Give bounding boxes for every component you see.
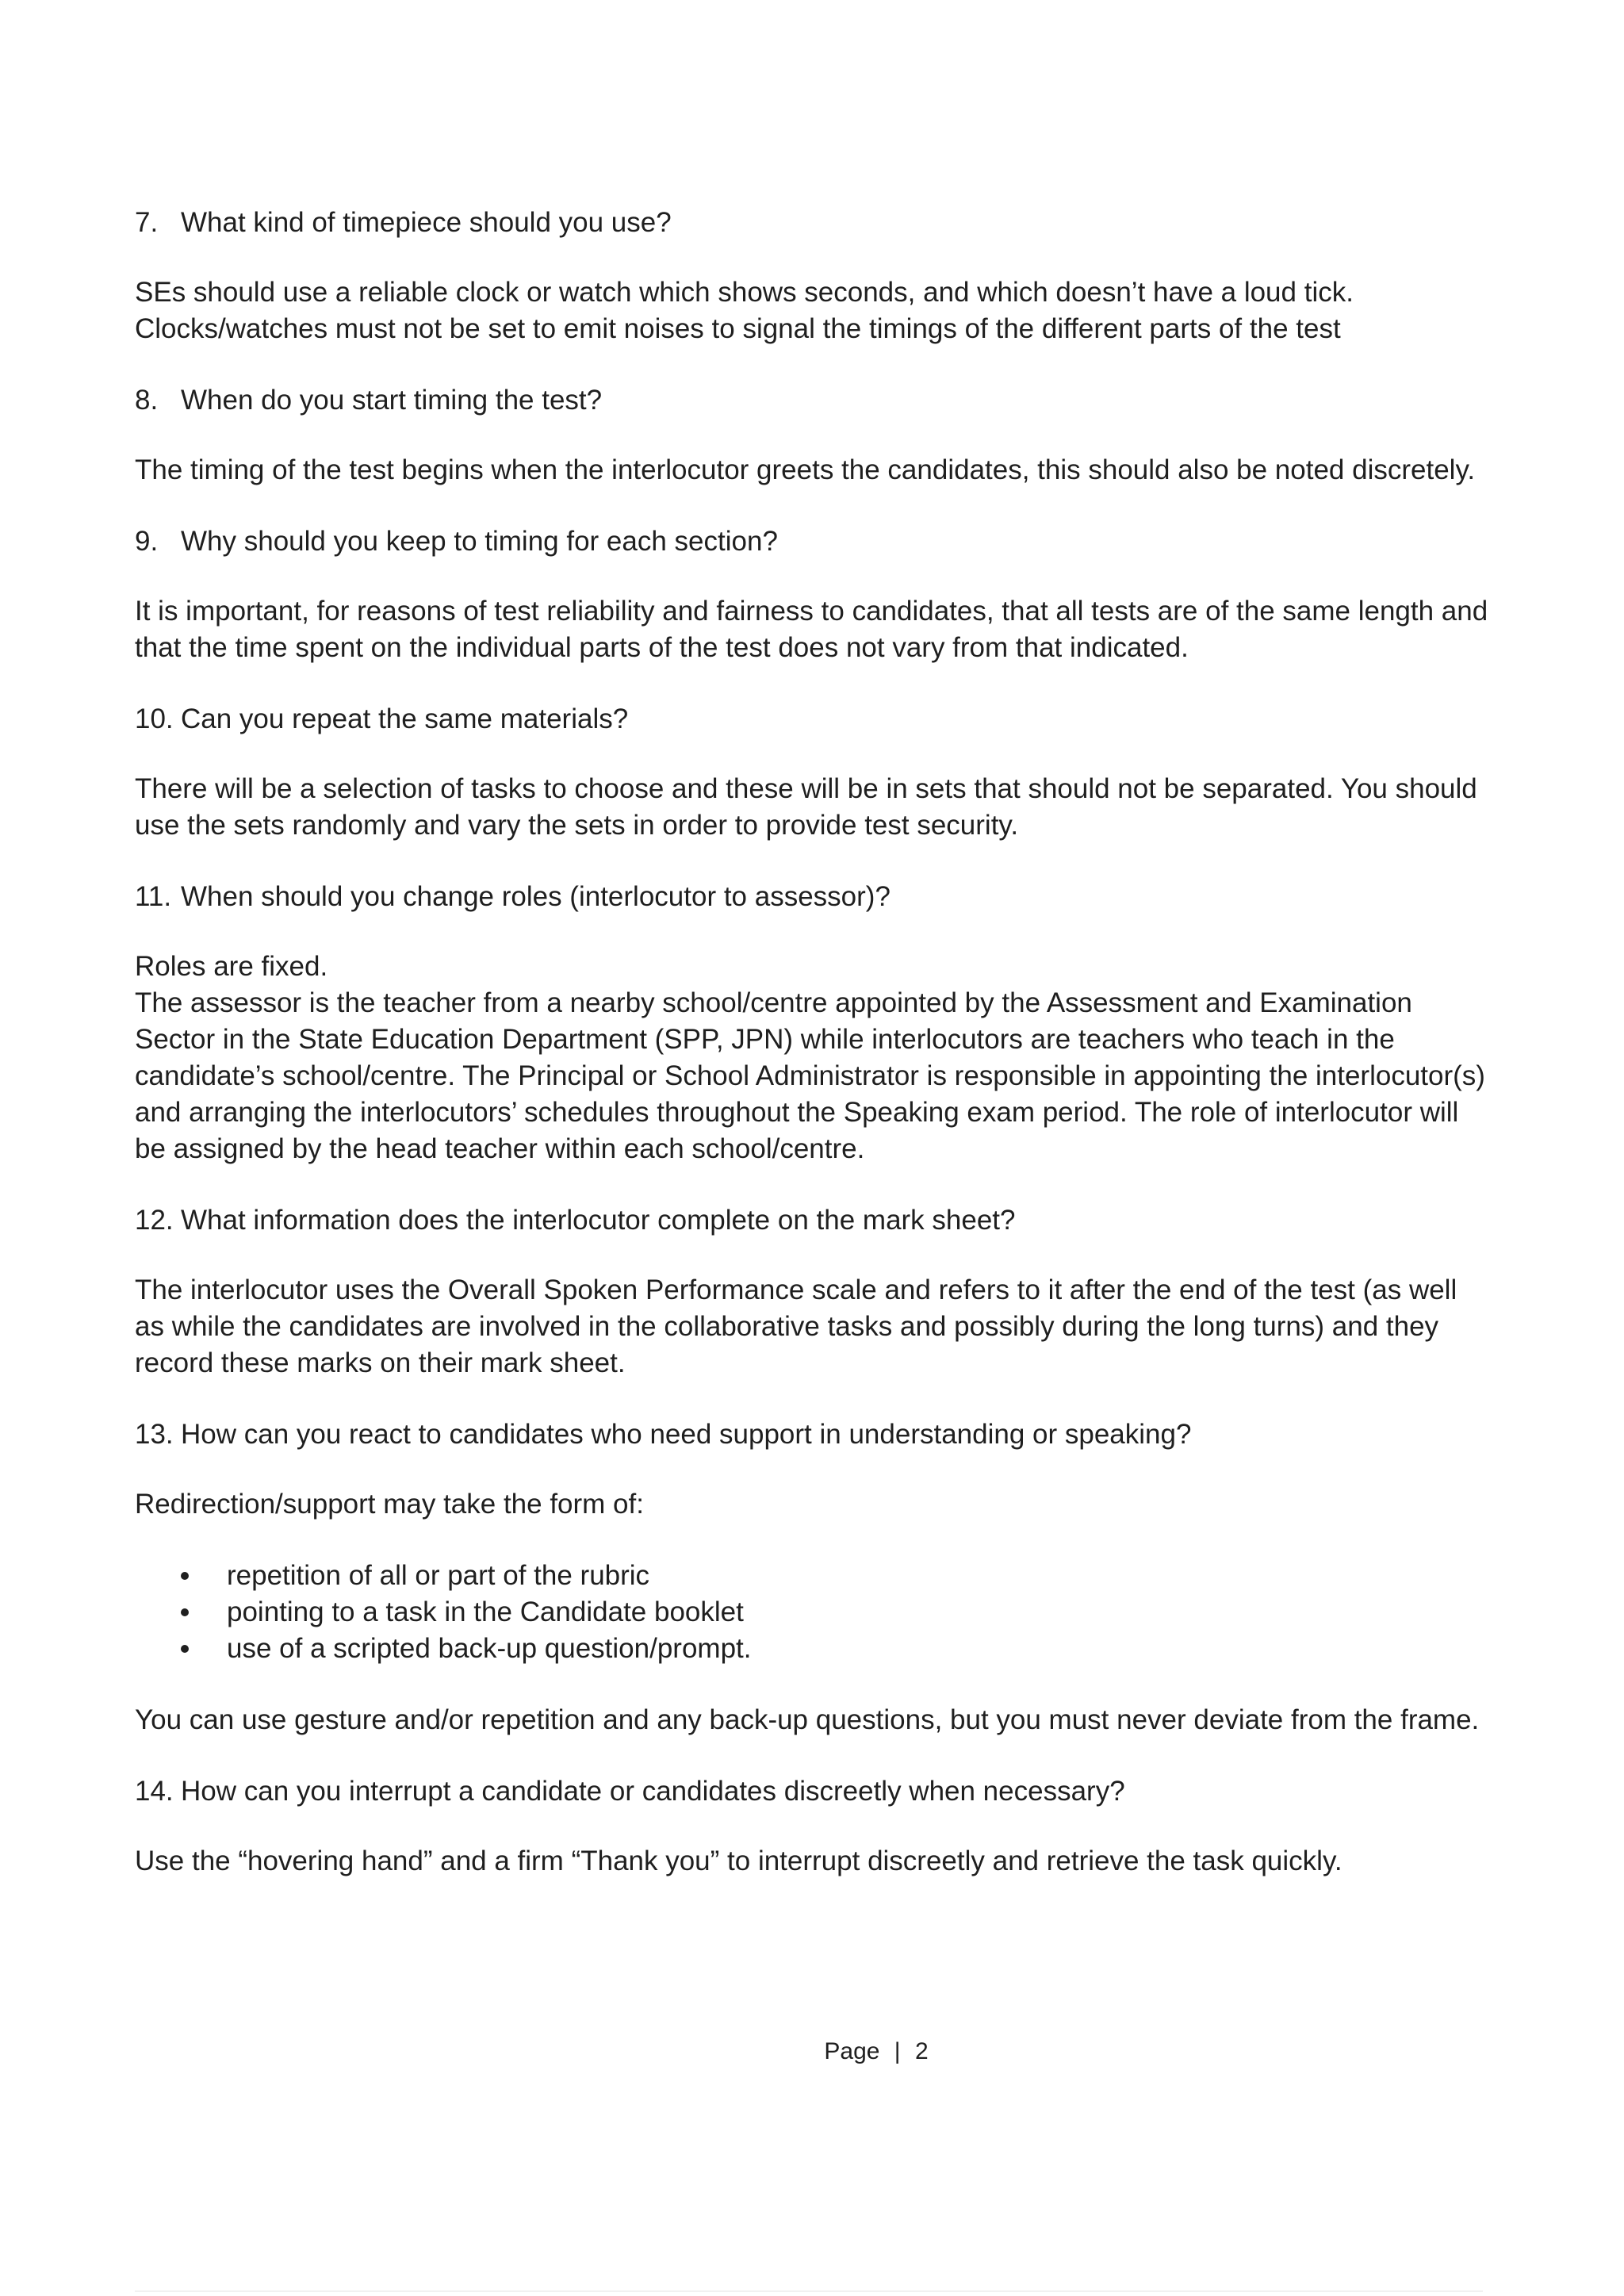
answer-paragraph: SEs should use a reliable clock or watch which shows seconds, and which doesn’t have a loud tick. Clocks/watches must not be set to emit noises to signal the timings of the different parts of the test	[135, 277, 1354, 344]
question-12	[135, 1202, 1491, 1239]
question-11	[135, 879, 1491, 915]
question-number: 8.	[135, 385, 159, 416]
answer-paragraph: The timing of the test begins when the interlocutor greets the candidates, this should also be noted discretely.	[135, 454, 1476, 485]
list-item: repetition of all or part of the rubric	[181, 1558, 1491, 1594]
page-bottom-edge	[135, 2290, 1483, 2292]
answer-paragraph: You can use gesture and/or repetition and any back-up questions, but you must never deviate from the frame.	[135, 1704, 1480, 1735]
page-footer	[0, 2038, 1624, 2065]
question-number: 11.	[135, 881, 172, 912]
question-number: 13.	[135, 1419, 174, 1450]
question-10	[135, 701, 1491, 738]
support-bullet-list	[135, 1558, 1491, 1667]
answer-paragraph: The assessor is the teacher from a nearby school/centre appointed by the Assessment and Examination Sector in the State Education Department (SPP, JPN) while interlocutors are teachers who teach in the candidate’s school/centre. The Principal or School Administrator is responsible in appointing the interlocutor(s) and arranging the interlocutors’ schedules throughout the Speaking exam period. The role of interlocutor will be assigned by the head teacher within each school/centre.	[135, 987, 1485, 1164]
question-number: 10.	[135, 703, 174, 734]
answer-paragraph: The interlocutor uses the Overall Spoken Performance scale and refers to it after the end of the test (as well as while the candidates are involved in the collaborative tasks and possibly during the long turns) and they record these marks on their mark sheet.	[135, 1274, 1457, 1378]
question-9	[135, 523, 1491, 560]
question-number: 9.	[135, 526, 159, 557]
page-label: Page	[824, 2038, 880, 2064]
question-text: When do you start timing the test?	[181, 385, 603, 416]
question-13	[135, 1416, 1491, 1453]
list-item: use of a scripted back-up question/prompt.	[181, 1631, 1491, 1667]
question-14	[135, 1773, 1491, 1810]
list-item: pointing to a task in the Candidate booklet	[181, 1594, 1491, 1631]
question-text: What information does the interlocutor complete on the mark sheet?	[181, 1205, 1016, 1236]
question-text: What kind of timepiece should you use?	[181, 207, 672, 238]
question-7	[135, 205, 1491, 241]
page-separator: |	[894, 2038, 901, 2064]
question-number: 12.	[135, 1205, 174, 1236]
page-number: 2	[914, 2038, 929, 2064]
bullet-icon	[181, 1572, 189, 1580]
question-text: Can you repeat the same materials?	[181, 703, 629, 734]
answer-paragraph: Redirection/support may take the form of:	[135, 1489, 644, 1520]
question-number: 14.	[135, 1776, 174, 1807]
answer-paragraph: Use the “hovering hand” and a firm “Thank you” to interrupt discreetly and retrieve the task quickly.	[135, 1846, 1342, 1876]
bullet-icon	[181, 1645, 189, 1653]
question-text: Why should you keep to timing for each section?	[181, 526, 778, 557]
question-text: When should you change roles (interlocutor to assessor)?	[181, 881, 891, 912]
answer-paragraph: It is important, for reasons of test reliability and fairness to candidates, that all tests are of the same length and that the time spent on the individual parts of the test does not vary from that indicated.	[135, 596, 1488, 663]
answer-paragraph: There will be a selection of tasks to choose and these will be in sets that should not be separated. You should use the sets randomly and vary the sets in order to provide test security.	[135, 773, 1477, 841]
question-text: How can you interrupt a candidate or candidates discreetly when necessary?	[181, 1776, 1125, 1807]
answer-paragraph: Roles are fixed.	[135, 951, 328, 982]
bullet-icon	[181, 1608, 189, 1616]
faq-content	[135, 205, 1491, 1880]
question-text: How can you react to candidates who need support in understanding or speaking?	[181, 1419, 1192, 1450]
question-8	[135, 382, 1491, 419]
question-number: 7.	[135, 207, 159, 238]
